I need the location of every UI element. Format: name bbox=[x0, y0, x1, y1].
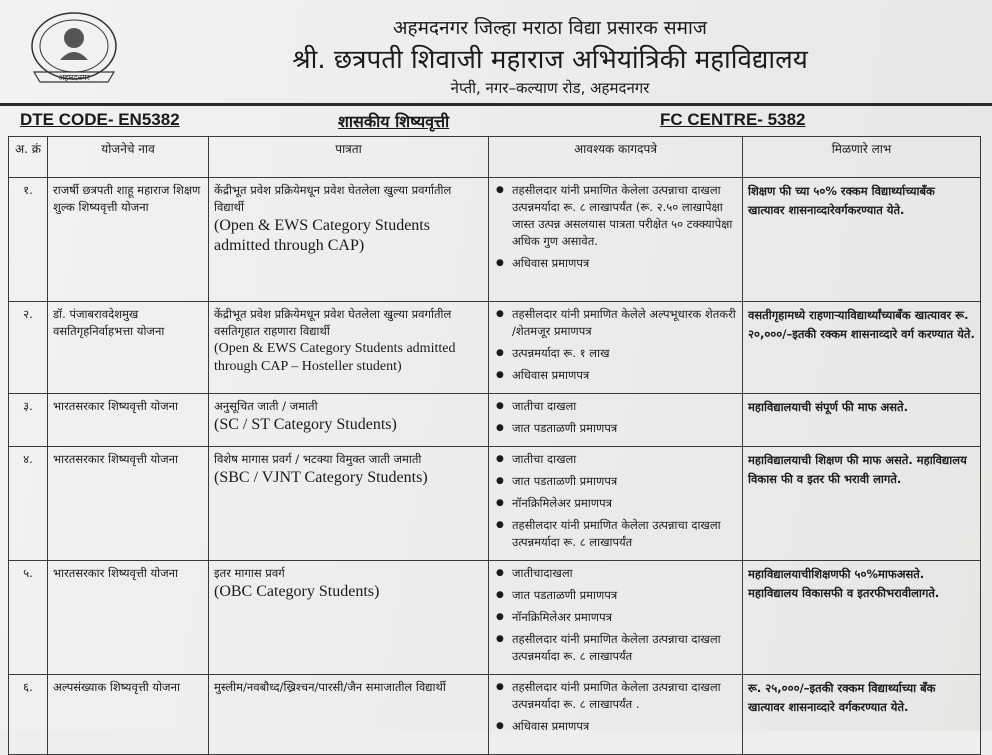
benefit: शिक्षण फी च्या ५०% रक्कम विद्यार्थ्याच्याबँक खात्यावर शासनाव्दारेवर्गकरण्यात येते. bbox=[743, 178, 981, 302]
scholarship-table bbox=[8, 136, 981, 755]
row-number: ५. bbox=[9, 561, 48, 675]
benefit: महाविद्यालयाचीशिक्षणफी ५०%माफअसते. महाविद्यालय विकासफी व इतरफीभरावीलागते. bbox=[743, 561, 981, 675]
required-documents bbox=[489, 178, 743, 302]
required-documents bbox=[489, 561, 743, 675]
col-header-benefits: मिळणारे लाभ bbox=[743, 137, 981, 178]
document-item: ● अधिवास प्रमाणपत्र bbox=[512, 718, 737, 735]
eligibility bbox=[209, 394, 489, 447]
col-header-documents: आवश्यक कागदपत्रे bbox=[489, 137, 743, 178]
document-item: ● जात पडताळणी प्रमाणपत्र bbox=[512, 420, 737, 437]
college-address: नेप्ती, नगर–कल्याण रोड, अहमदनगर bbox=[450, 79, 650, 97]
eligibility-english: (SC / ST Category Students) bbox=[214, 416, 397, 433]
row-number: ६. bbox=[9, 675, 48, 755]
document-item: ● जात पडताळणी प्रमाणपत्र bbox=[512, 587, 737, 604]
document-item: ● अधिवास प्रमाणपत्र bbox=[512, 255, 737, 272]
eligibility-english: (OBC Category Students) bbox=[214, 583, 380, 600]
row-number: २. bbox=[9, 302, 48, 394]
document-item: ● जात पडताळणी प्रमाणपत्र bbox=[512, 473, 737, 490]
eligibility bbox=[209, 561, 489, 675]
eligibility-marathi: अनुसूचित जाती / जमाती bbox=[214, 399, 318, 413]
document-item: ● तहसीलदार यांनी प्रमाणित केलेला उत्पन्नाचा दाखला उत्पन्नमर्यादा रू. ८ लाखापर्यंत bbox=[512, 517, 737, 551]
document-item: ● नॉनक्रिमिलेअर प्रमाणपत्र bbox=[512, 609, 737, 626]
eligibility bbox=[209, 675, 489, 755]
table-row bbox=[9, 178, 981, 302]
document-item: ● जातीचादाखला bbox=[512, 565, 737, 582]
required-documents bbox=[489, 447, 743, 561]
table-row bbox=[9, 675, 981, 755]
eligibility-english: (Open & EWS Category Students admitted through CAP) bbox=[214, 217, 430, 254]
row-number: ४. bbox=[9, 447, 48, 561]
row-number: १. bbox=[9, 178, 48, 302]
fc-centre-code: FC CENTRE- 5382 bbox=[660, 110, 806, 129]
table-row bbox=[9, 561, 981, 675]
table-row bbox=[9, 394, 981, 447]
table-header-row bbox=[9, 137, 981, 178]
required-documents bbox=[489, 675, 743, 755]
eligibility bbox=[209, 302, 489, 394]
eligibility bbox=[209, 447, 489, 561]
scheme-name: भारतसरकार शिष्यवृत्ती योजना bbox=[48, 561, 209, 675]
table-row bbox=[9, 447, 981, 561]
benefit: रू. २५,०००/–इतकी रक्कम विद्यार्थ्याच्या बँक खात्यावर शासनाव्दारे वर्गकरण्यात येते. bbox=[743, 675, 981, 755]
eligibility-marathi: मुस्लीम/नवबौध्द/ख्रिश्चन/पारसी/जैन समाजातील विद्यार्थी bbox=[214, 680, 446, 694]
benefit: महाविद्यालयाची संपूर्ण फी माफ असते. bbox=[743, 394, 981, 447]
eligibility bbox=[209, 178, 489, 302]
document-item: ● तहसीलदार यांनी प्रमाणित केलेले अल्पभूधारक शेतकरी /शेतमजूर प्रमाणपत्र bbox=[512, 306, 737, 340]
row-number: ३. bbox=[9, 394, 48, 447]
required-documents bbox=[489, 394, 743, 447]
document-item: ● जातीचा दाखला bbox=[512, 398, 737, 415]
document-item: ● अधिवास प्रमाणपत्र bbox=[512, 367, 737, 384]
benefit: महाविद्यालयाची शिक्षण फी माफ असते. महाविद्यालय विकास फी व इतर फी भरावी लागते. bbox=[743, 447, 981, 561]
eligibility-marathi: इतर मागास प्रवर्ग bbox=[214, 566, 285, 580]
document-item: ● तहसीलदार यांनी प्रमाणित केलेला उत्पन्नाचा दाखला उत्पन्नमर्यादा रू. ८ लाखापर्यंत bbox=[512, 631, 737, 665]
document-item: ● जातीचा दाखला bbox=[512, 451, 737, 468]
dte-code: DTE CODE- EN5382 bbox=[20, 110, 180, 129]
col-header-eligibility: पात्रता bbox=[209, 137, 489, 178]
college-logo bbox=[22, 8, 126, 90]
document-item: ● तहसीलदार यांनी प्रमाणित केलेला उत्पन्नाचा दाखला उत्पन्नमर्यादा रू. ८ लाखापर्यंत (रू. २.५० लाखापेक्षा जास्त उत्पन्न असलयास पात्रता परीक्षेत ५० टक्क्यापेक्षा अधिक गुण असावेत. bbox=[512, 182, 737, 250]
eligibility-marathi: केंद्रीभूत प्रवेश प्रक्रियेमधून प्रवेश घेतलेला खुल्या प्रवर्गातील विद्यार्थी bbox=[214, 183, 452, 214]
document-item: ● उत्पन्नमर्यादा रू. १ लाख bbox=[512, 345, 737, 362]
col-header-serial: अ. क्रं bbox=[9, 137, 48, 178]
logo-text: अहमदनगर bbox=[58, 73, 90, 82]
section-title: शासकीय शिष्यवृत्ती bbox=[338, 112, 450, 131]
scheme-name: डॉ. पंजाबरावदेशमुख वसतिगृहनिर्वाहभत्ता योजना bbox=[48, 302, 209, 394]
scheme-name: अल्पसंख्याक शिष्यवृत्ती योजना bbox=[48, 675, 209, 755]
scheme-name: राजर्षी छत्रपती शाहू महाराज शिक्षण शुल्क शिष्यवृत्ती योजना bbox=[48, 178, 209, 302]
document-item: ● तहसीलदार यांनी प्रमाणित केलेला उत्पन्नाचा दाखला उत्पन्नमर्यादा रू. ८ लाखापर्यंत . bbox=[512, 679, 737, 713]
eligibility-marathi: विशेष मागास प्रवर्ग / भटक्या विमुक्त जाती जमाती bbox=[214, 452, 422, 466]
scheme-name: भारतसरकार शिष्यवृत्ती योजना bbox=[48, 394, 209, 447]
table-row bbox=[9, 302, 981, 394]
scheme-name: भारतसरकार शिष्यवृत्ती योजना bbox=[48, 447, 209, 561]
benefit: वसतीगृहामध्ये राहणाऱ्याविद्यार्थ्यांच्याबँक खात्यावर रू. २०,०००/–इतकी रक्कम शासनाव्दारे वर्ग करण्यात येते. bbox=[743, 302, 981, 394]
required-documents bbox=[489, 302, 743, 394]
eligibility-english: (Open & EWS Category Students admitted through CAP – Hosteller student) bbox=[214, 341, 456, 374]
society-name: अहमदनगर जिल्हा मराठा विद्या प्रसारक समाज bbox=[392, 17, 708, 39]
header-divider bbox=[0, 103, 992, 106]
eligibility-marathi: केंद्रीभूत प्रवेश प्रक्रियेमधून प्रवेश घेतलेला खुल्या प्रवर्गातील वसतिगृहात राहणारा विद्यार्थी bbox=[214, 307, 452, 338]
document-item: ● नॉनक्रिमिलेअर प्रमाणपत्र bbox=[512, 495, 737, 512]
col-header-scheme: योजनेचे नाव bbox=[48, 137, 209, 178]
eligibility-english: (SBC / VJNT Category Students) bbox=[214, 469, 428, 486]
college-name: श्री. छत्रपती शिवाजी महाराज अभियांत्रिकी महाविद्यालय bbox=[292, 45, 808, 75]
